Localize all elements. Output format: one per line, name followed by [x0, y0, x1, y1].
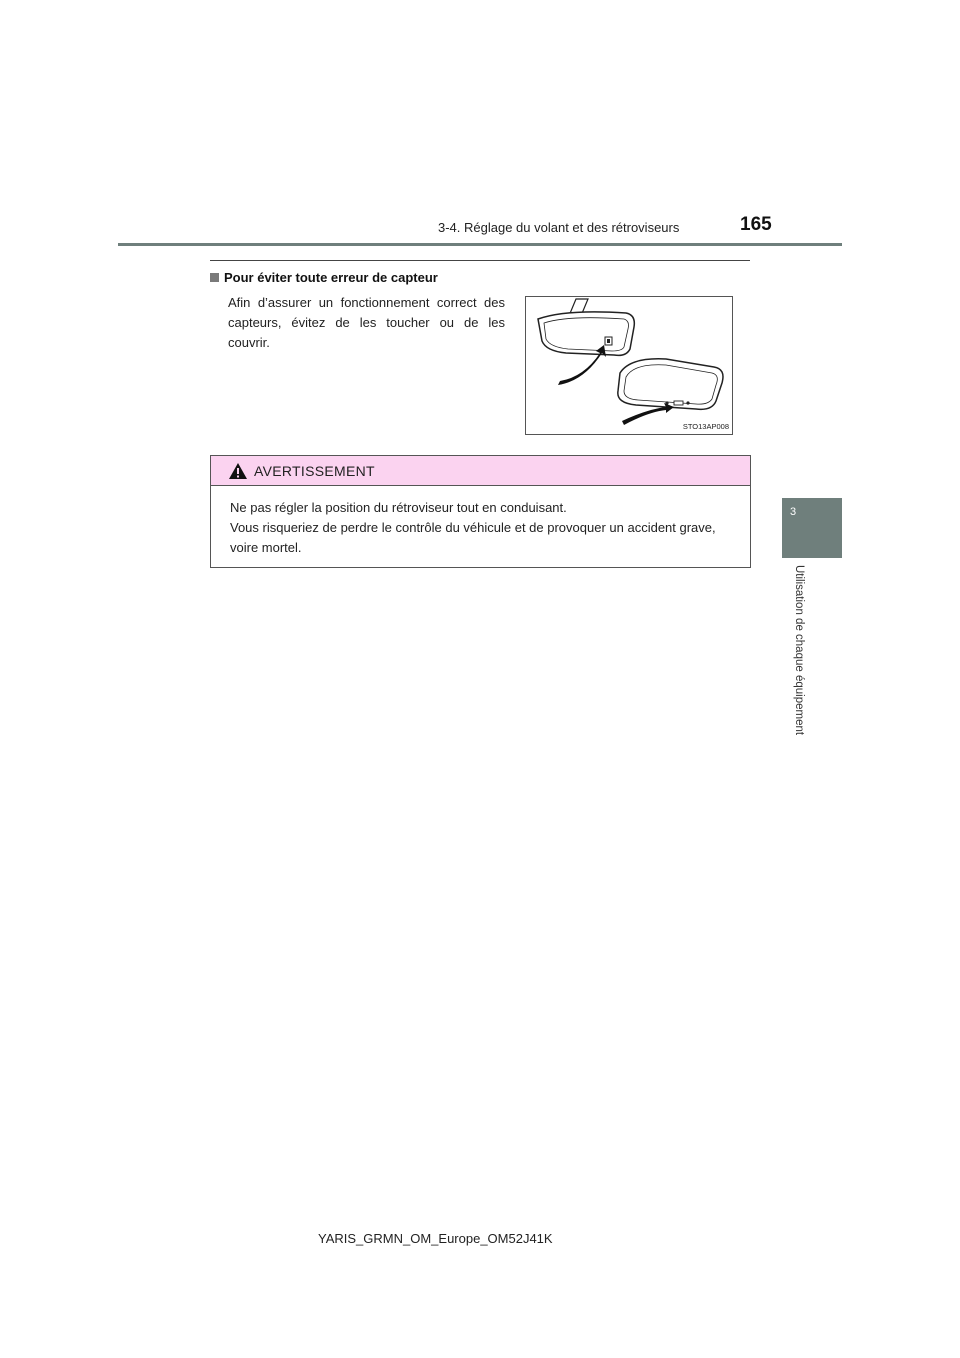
warning-title: AVERTISSEMENT — [254, 463, 375, 479]
body-paragraph: Afin d’assurer un fonctionnement correct des capteurs, évitez de les toucher ou de les couvrir. — [228, 295, 505, 350]
warning-box — [210, 455, 751, 568]
warning-header — [211, 456, 750, 486]
chapter-number: 3 — [790, 506, 797, 518]
page-number: 165 — [740, 214, 772, 235]
square-bullet-icon — [210, 273, 219, 282]
warning-line-2: Vous risqueriez de perdre le contrôle du véhicule et de provoquer un accident grave, voire mortel. — [230, 520, 716, 555]
content-rule — [210, 260, 750, 261]
warning-triangle-icon — [228, 462, 248, 480]
subheading — [210, 270, 438, 285]
subheading-text: Pour éviter toute erreur de capteur — [224, 270, 438, 285]
header-rule — [118, 243, 842, 246]
rear-view-mirror-icon — [526, 297, 732, 434]
figure-code: STO13AP008 — [682, 422, 729, 431]
section-title: 3-4. Réglage du volant et des rétroviseurs — [438, 220, 680, 235]
chapter-title: Utilisation de chaque équipement — [793, 565, 805, 736]
chapter-tab[interactable] — [782, 498, 842, 558]
mirror-sensor-illustration — [525, 296, 733, 435]
warning-body — [230, 498, 742, 558]
warning-line-1: Ne pas régler la position du rétroviseur tout en conduisant. — [230, 500, 567, 515]
footer-doc-code: YARIS_GRMN_OM_Europe_OM52J41K — [318, 1231, 553, 1246]
